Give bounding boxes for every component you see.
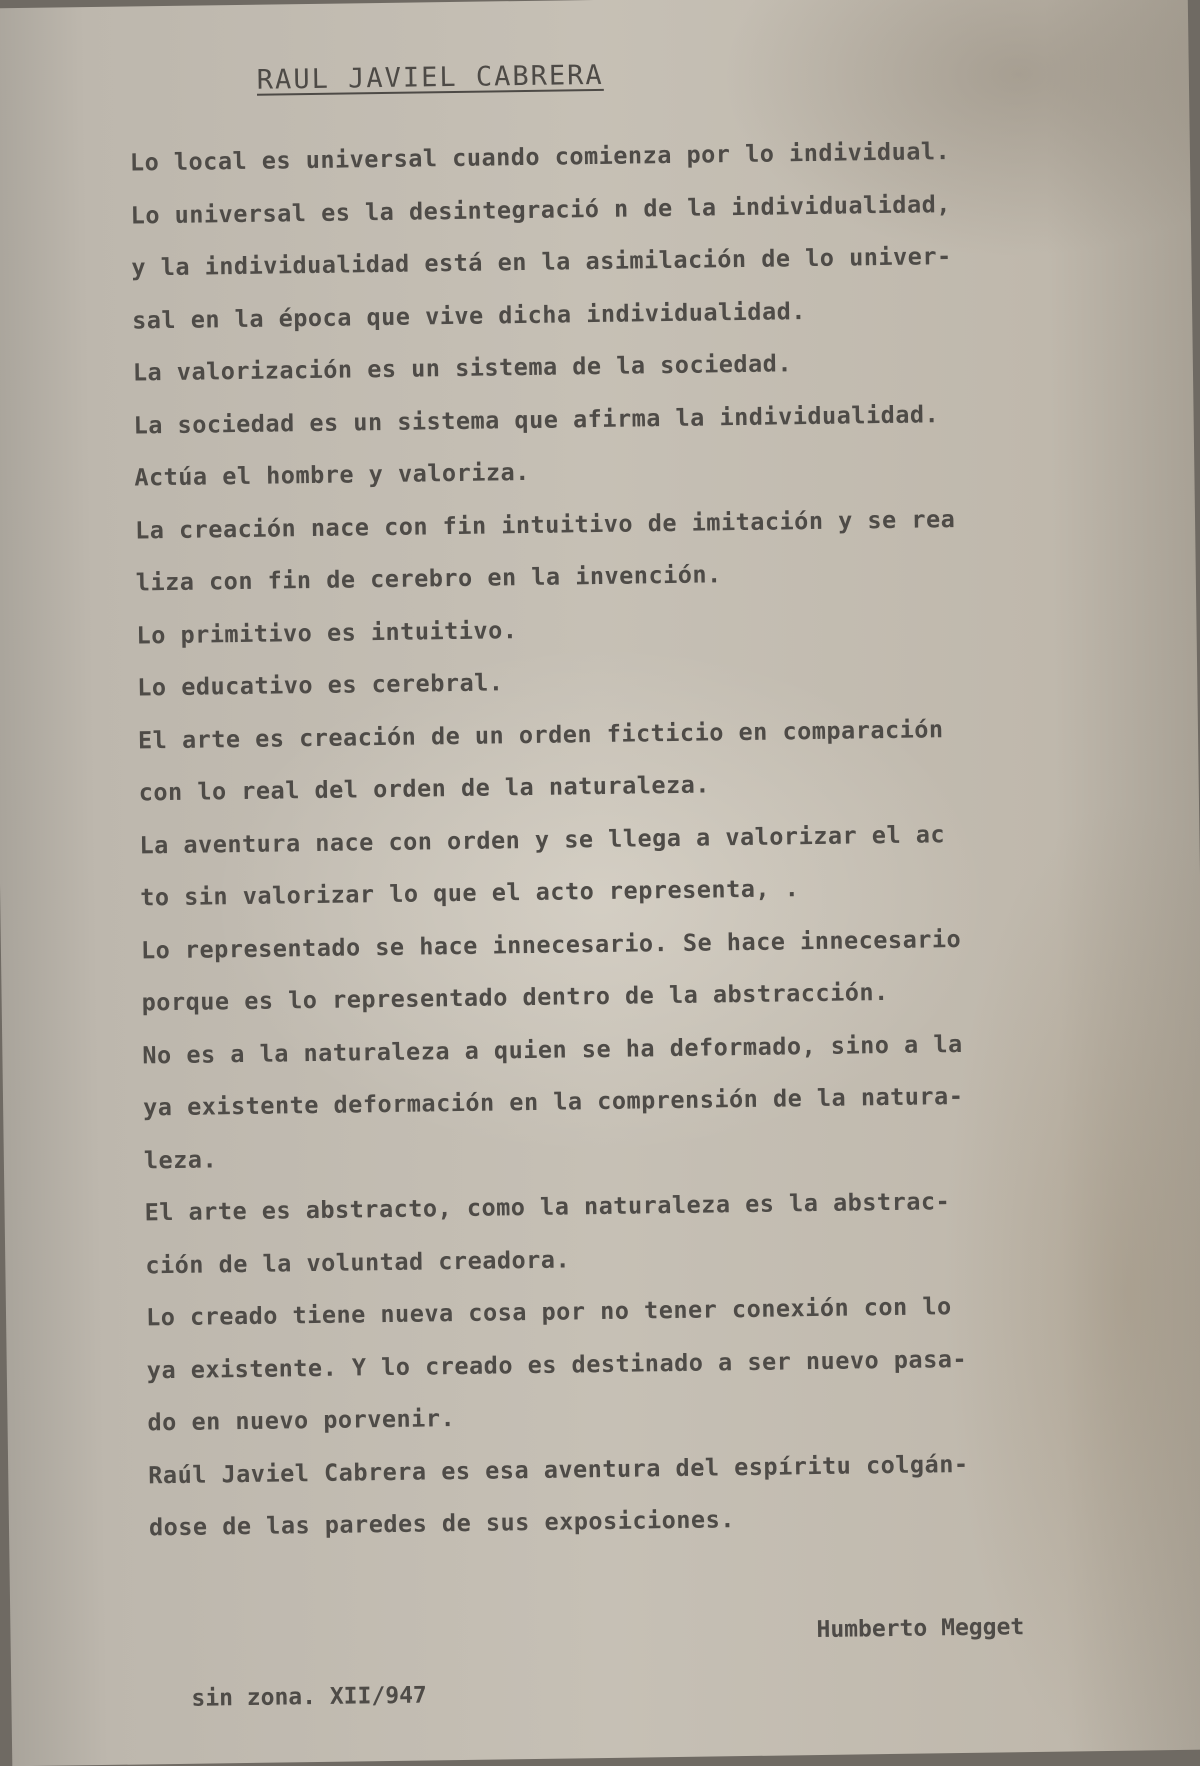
text-line: ya existente. Y lo creado es destinado a ser nuevo pasa- (146, 1344, 968, 1384)
text-line: La creación nace con fin intuitivo de imitación y se rea (134, 504, 956, 544)
text-line: leza. (143, 1144, 218, 1174)
text-line: con lo real del orden de la naturaleza. (138, 770, 711, 807)
text-line: Lo universal es la desintegració n de la individualidad, (130, 189, 952, 229)
text-line: Lo representado se hace innecesario. Se hace innecesario (140, 924, 962, 964)
text-line: Lo creado tiene nueva cosa por no tener conexión con lo (145, 1292, 952, 1332)
text-line: Lo educativo es cerebral. (137, 668, 504, 702)
text-line: No es a la naturaleza a quien se ha deformado, sino a la (142, 1029, 963, 1069)
text-line: ya existente deformación en la comprensión de la natura- (142, 1081, 964, 1122)
text-line: to sin valorizar lo que el acto representa, . (140, 874, 800, 912)
text-line: Actúa el hombre y valoriza. (134, 457, 531, 492)
text-line: porque es lo representado dentro de la abstracción. (141, 977, 889, 1017)
text-line: La aventura nace con orden y se llega a valorizar el ac (139, 819, 946, 859)
text-line: y la individualidad está en la asimilación de lo univer- (131, 242, 952, 282)
text-line: Lo local es universal cuando comienza por lo individual. (129, 137, 951, 177)
document-title: RAUL JAVIEL CABRERA (256, 59, 604, 96)
place-date-footer: sin zona. XII/947 (191, 1682, 427, 1712)
text-line: La sociedad es un sistema que afirma la individualidad. (133, 399, 940, 439)
text-line: sal en la época que vive dicha individualidad. (131, 296, 807, 334)
body-text (130, 123, 1110, 1554)
text-line: do en nuevo porvenir. (147, 1404, 456, 1437)
text-line: Lo primitivo es intuitivo. (136, 615, 518, 649)
author-signature: Humberto Megget (816, 1614, 1025, 1644)
text-line: Raúl Javiel Cabrera es esa aventura del espíritu colgán- (148, 1449, 969, 1489)
text-line: El arte es creación de un orden ficticio en comparación (137, 714, 944, 754)
text-line: ción de la voluntad creadora. (145, 1244, 571, 1279)
text-line: dose de las paredes de sus exposiciones. (148, 1505, 736, 1542)
text-line: El arte es abstracto, como la naturaleza es la abstrac- (144, 1187, 951, 1227)
text-line: La valorización es un sistema de la sociedad. (132, 349, 793, 387)
text-line: liza con fin de cerebro en la invención. (135, 560, 722, 597)
